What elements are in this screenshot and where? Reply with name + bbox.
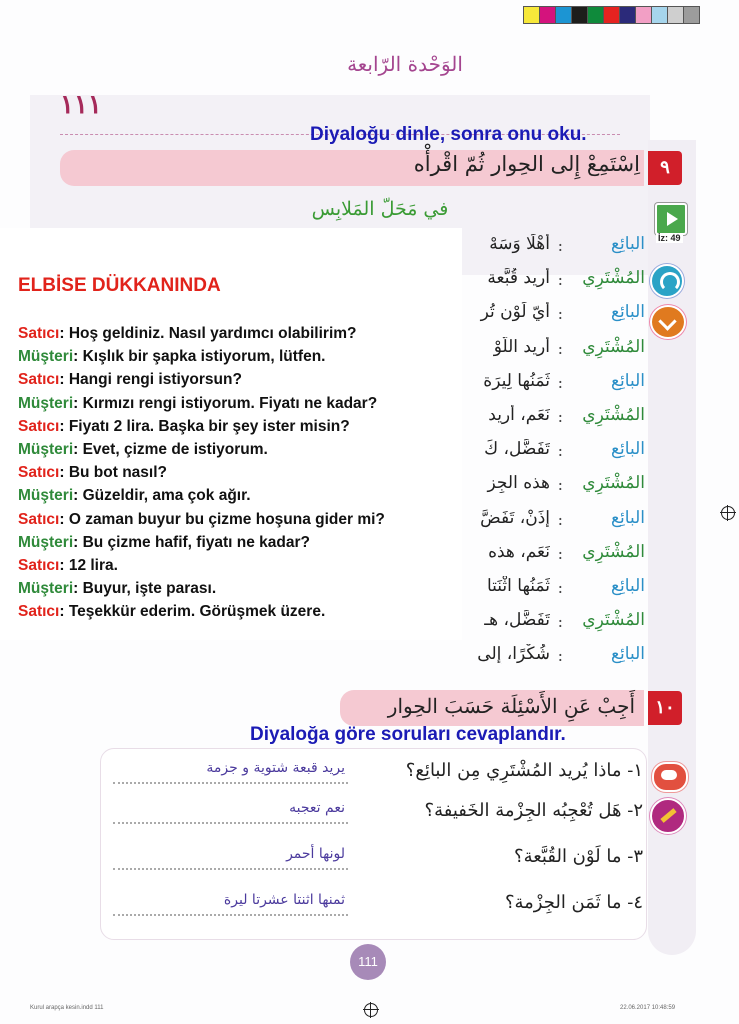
question-text: ٤- ما ثَمَن الجِزْمة؟: [504, 892, 643, 913]
color-swatch: [604, 7, 620, 23]
color-swatch: [636, 7, 652, 23]
colon: :: [557, 475, 563, 495]
colon: :: [557, 577, 563, 597]
footer-timestamp: 22.06.2017 10:48:59: [620, 1005, 676, 1011]
speaker-label-ar: البائِع: [611, 644, 645, 665]
speaker-label-tr: Satıcı: [18, 603, 60, 621]
colon: :: [557, 406, 563, 426]
exercise-10-number: ١٠: [648, 691, 682, 725]
color-swatch: [588, 7, 604, 23]
color-swatch: [684, 7, 699, 23]
handwritten-answer: يريد قبعة شتوية و جزمة: [206, 760, 345, 776]
color-swatch: [540, 7, 556, 23]
unit-title: الوَحْدة الرّابعة: [347, 52, 463, 76]
line-text-ar: تَفَضَّل، هـ: [484, 610, 550, 631]
line-text-ar: شُكْرًا، إِلى: [477, 644, 550, 665]
dialog-line-tr: [18, 368, 488, 391]
colon: :: [557, 543, 563, 563]
speaker-label-tr: Müşteri: [18, 580, 74, 598]
dialog-title-tr: ELBİSE DÜKKANINDA: [18, 275, 221, 296]
speaker-label-ar: المُشْتَرِي: [582, 541, 645, 562]
line-text-ar: إِذَنْ، تَفَضَّ: [480, 507, 550, 528]
speaker-label-tr: Satıcı: [18, 417, 60, 435]
line-text-ar: تَفَضَّل، كَ: [484, 439, 550, 460]
line-text-tr: : Evet, çizme de istiyorum.: [73, 440, 268, 458]
speaker-label-tr: Satıcı: [18, 510, 60, 528]
dialog-line-tr: [18, 345, 488, 368]
line-text-tr: : Bu bot nasıl?: [59, 464, 167, 482]
dialog-line-tr: [18, 415, 488, 438]
handwritten-answer: لونها أحمر: [286, 846, 345, 862]
line-text-tr: : Bu çizme hafif, fiyatı ne kadar?: [73, 533, 310, 551]
colon: :: [557, 304, 563, 324]
dialog-line-tr: [18, 322, 488, 345]
arabic-dialog-row: [455, 230, 645, 264]
speaker-label-tr: Müşteri: [18, 348, 74, 366]
registration-mark: [721, 506, 735, 520]
answer-box: [100, 748, 647, 940]
speaker-label-ar: البائِع: [611, 234, 645, 254]
page-number: 111: [350, 944, 386, 980]
line-text-tr: : Güzeldir, ama çok ağır.: [73, 487, 251, 505]
store-title: في مَحَلّ المَلابِس: [311, 198, 449, 220]
line-text-ar: أُريد اللَّوْ: [493, 336, 550, 357]
speaker-label-ar: المُشْتَرِي: [582, 610, 645, 631]
read-book-icon: [650, 305, 686, 339]
speaker-label-tr: Müşteri: [18, 487, 74, 505]
exercise-9-number: ٩: [648, 151, 682, 185]
dialog-line-tr: [18, 438, 488, 461]
speaker-label-ar: المُشْتَرِي: [582, 473, 645, 494]
print-color-strip: [523, 6, 700, 24]
line-text-ar: نَعَم، هذه: [488, 541, 550, 562]
headphones-icon[interactable]: [650, 264, 684, 298]
dialog-line-tr: [18, 577, 488, 600]
dialog-line-tr: [18, 392, 488, 415]
dialog-line-tr: [18, 531, 488, 554]
question-text: ٣- ما لَوْن القُبَّعة؟: [514, 846, 643, 867]
dialog-line-tr: [18, 484, 488, 507]
colon: :: [557, 509, 563, 529]
dialog-line-tr: [18, 461, 488, 484]
speaker-label-ar: البائِع: [611, 302, 645, 323]
line-text-tr: : Hoş geldiniz. Nasıl yardımcı olabilirim?: [59, 325, 357, 342]
colon: :: [557, 270, 563, 290]
speaker-label-ar: المُشْتَرِي: [582, 404, 645, 425]
exercise-10-instruction-tr: Diyaloğa göre soruları cevaplandır.: [250, 724, 566, 745]
turkish-dialog: [18, 322, 488, 623]
color-swatch: [524, 7, 540, 23]
line-text-tr: : Teşekkür ederim. Görüşmek üzere.: [59, 603, 326, 621]
line-text-tr: : O zaman buyur bu çizme hoşuna gider mi?: [59, 510, 385, 528]
colon: :: [557, 646, 563, 666]
color-swatch: [668, 7, 684, 23]
speaker-label-tr: Satıcı: [18, 371, 60, 389]
speaker-label-ar: المُشْتَرِي: [582, 336, 645, 357]
speaker-label-tr: Müşteri: [18, 533, 74, 551]
color-swatch: [556, 7, 572, 23]
line-text-ar: أَهْلًا وَسَهْ: [489, 234, 550, 254]
speaker-label-tr: Satıcı: [18, 325, 60, 342]
line-text-ar: ثَمَنُها لِيرَة: [483, 370, 550, 391]
line-text-tr: : 12 lira.: [59, 556, 118, 574]
colon: :: [557, 236, 563, 255]
handwritten-answer: ثمنها اثنتا عشرتا ليرة: [223, 892, 345, 908]
arabic-dialog-row: [455, 640, 645, 674]
footer-file-name: Kurul arapça kesin.indd 111: [30, 1005, 104, 1011]
registration-mark: [364, 1003, 378, 1017]
line-text-tr: : Buyur, işte parası.: [73, 580, 217, 598]
speaker-label-ar: البائِع: [611, 439, 645, 460]
play-video-icon[interactable]: [655, 203, 687, 235]
speaker-label-tr: Satıcı: [18, 556, 60, 574]
colon: :: [557, 441, 563, 461]
pencil-icon: [650, 798, 686, 834]
line-text-ar: أَيّ لَوْن تُر: [480, 302, 550, 323]
line-text-ar: ثَمَنُها اثْنَتا: [486, 575, 550, 596]
speaker-label-tr: Müşteri: [18, 440, 74, 458]
colon: :: [557, 338, 563, 358]
line-text-tr: : Fiyatı 2 lira. Başka bir şey ister misin?: [59, 417, 350, 435]
speaker-label-ar: البائِع: [611, 507, 645, 528]
color-swatch: [572, 7, 588, 23]
speaker-label-tr: Satıcı: [18, 464, 60, 482]
line-text-tr: : Hangi rengi istiyorsun?: [59, 371, 242, 389]
line-text-tr: : Kışlık bir şapka istiyorum, lütfen.: [73, 348, 326, 366]
exercise-10-instruction-ar: أَجِبْ عَنِ الأَسْئِلَة حَسَبَ الحِوار: [387, 694, 635, 718]
page-big-number: ١١١: [60, 90, 102, 120]
line-text-ar: نَعَم، أُريد: [488, 404, 550, 425]
question-text: ٢- هَل تُعْجِبُه الجِزْمة الخَفيفة؟: [424, 800, 643, 821]
speaker-label-ar: البائِع: [611, 575, 645, 596]
handwritten-answer: نعم تعجبه: [289, 800, 345, 816]
line-text-tr: : Kırmızı rengi istiyorum. Fiyatı ne kadar?: [73, 394, 378, 412]
dialog-line-tr: [18, 554, 488, 577]
exercise-9-instruction-tr: Diyaloğu dinle, sonra onu oku.: [310, 124, 587, 145]
line-text-ar: هذه الجِز: [487, 473, 550, 494]
iz-label: İz: 49: [658, 233, 681, 243]
line-text-ar: أُريد قُبَّعة: [487, 268, 550, 289]
color-swatch: [620, 7, 636, 23]
dialog-line-tr: [18, 508, 488, 531]
question-text: ١- ماذا يُريد المُشْتَرِي مِن البائِع؟: [405, 760, 643, 781]
dialog-line-tr: [18, 600, 488, 623]
exercise-9-instruction-ar: اِسْتَمِعْ إِلى الحِوار ثُمّ اقْرأْه: [413, 152, 640, 176]
speech-bubble-icon: [652, 762, 688, 792]
color-swatch: [652, 7, 668, 23]
speaker-label-ar: المُشْتَرِي: [582, 268, 645, 289]
colon: :: [557, 612, 563, 632]
speaker-label-tr: Müşteri: [18, 394, 74, 412]
colon: :: [557, 372, 563, 392]
speaker-label-ar: البائِع: [611, 370, 645, 391]
arabic-dialog-row: [455, 264, 645, 298]
